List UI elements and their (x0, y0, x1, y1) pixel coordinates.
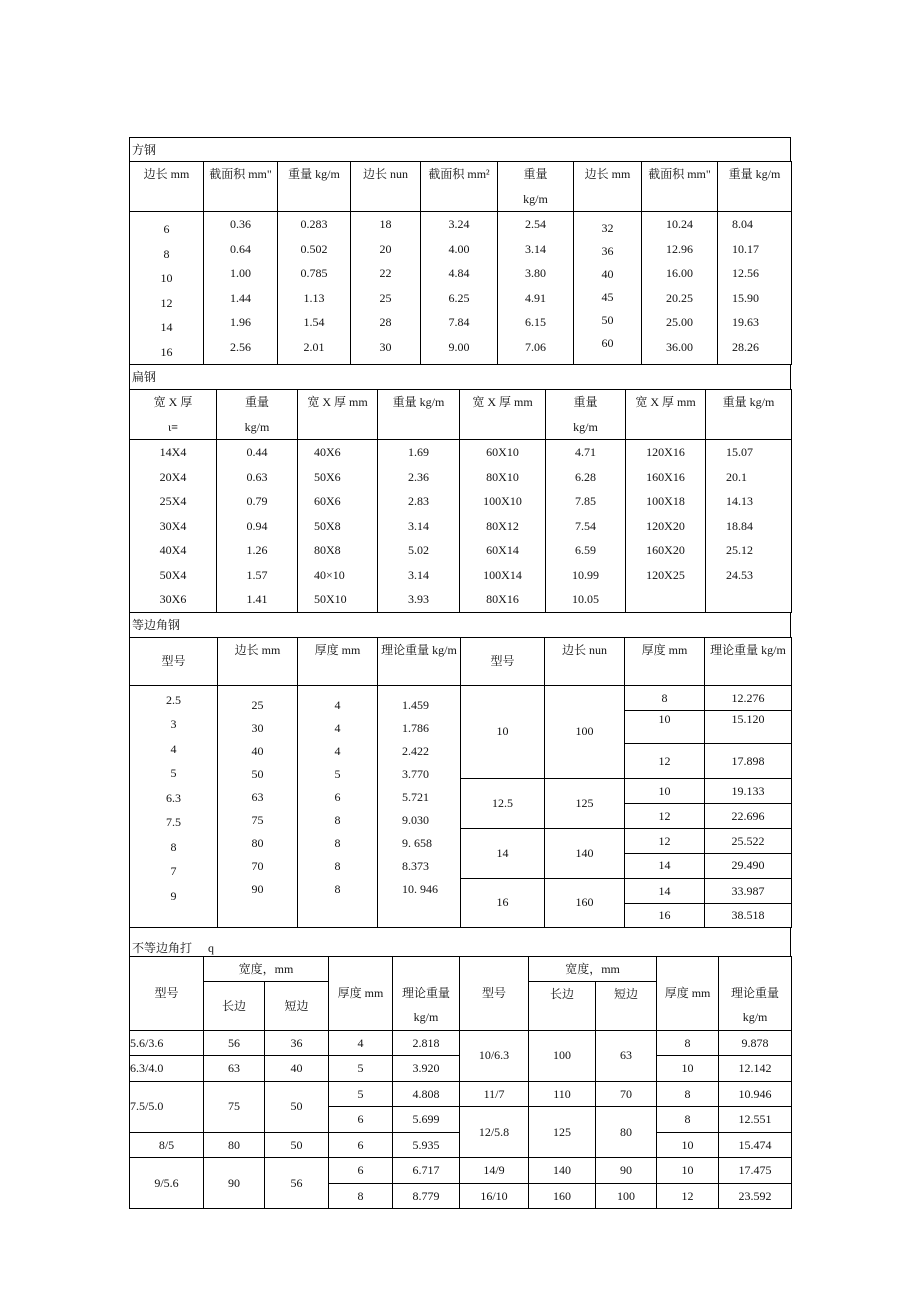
header-model: 型号 (130, 956, 204, 1030)
header-side: 边长 nun (351, 162, 421, 212)
equal-weight: 12.276 (705, 685, 792, 710)
unequal-long: 140 (529, 1158, 596, 1184)
unequal-thickness: 8 (657, 1107, 719, 1133)
unequal-thickness: 8 (329, 1183, 393, 1209)
unequal-short: 56 (265, 1158, 329, 1209)
unequal-short: 36 (265, 1030, 329, 1056)
header-width-thickness: 宽 X 厚 mm (626, 390, 706, 440)
square-col-area: 10.24 12.96 16.00 20.25 25.00 36.00 (642, 212, 718, 365)
square-col-area: 3.24 4.00 4.84 6.25 7.84 9.00 (421, 212, 498, 365)
header-short-side: 短边 (265, 982, 329, 1030)
square-col-side: 18 20 22 25 28 30 (351, 212, 421, 365)
unequal-long: 100 (529, 1030, 596, 1081)
equal-col-side: 25 30 40 50 63 75 80 70 90 (218, 685, 298, 927)
header-width-thickness: 宽 X 厚 mm (298, 390, 378, 440)
flat-col-size: 120X16 160X16 100X18 120X20 160X20 120X25 (626, 440, 706, 613)
unequal-short: 90 (596, 1158, 657, 1184)
flat-col-weight: 0.44 0.63 0.79 0.94 1.26 1.57 1.41 (217, 440, 298, 613)
header-model: 型号 (130, 637, 218, 685)
square-col-area: 0.36 0.64 1.00 1.44 1.96 2.56 (204, 212, 278, 365)
unequal-thickness: 6 (329, 1107, 393, 1133)
unequal-thickness: 5 (329, 1081, 393, 1107)
equal-thickness: 14 (625, 853, 705, 878)
unequal-model: 12/5.8 (460, 1107, 529, 1158)
unequal-model: 7.5/5.0 (130, 1081, 204, 1132)
unequal-long: 90 (204, 1158, 265, 1209)
equal-col-thickness: 4 4 4 5 6 8 8 8 8 (298, 685, 378, 927)
unequal-short: 100 (596, 1183, 657, 1209)
equal-thickness: 12 (625, 828, 705, 853)
equal-weight: 25.522 (705, 828, 792, 853)
header-width-thickness: 宽 X 厚 mm (460, 390, 546, 440)
header-area: 截面积 mm² (421, 162, 498, 212)
equal-model: 16 (461, 878, 545, 927)
square-steel-title: 方钢 (129, 137, 791, 161)
square-steel-table (129, 161, 792, 365)
flat-col-weight: 1.69 2.36 2.83 3.14 5.02 3.14 3.93 (378, 440, 460, 613)
header-weight: 重量 kg/m (378, 390, 460, 440)
equal-thickness: 14 (625, 878, 705, 903)
unequal-weight: 8.779 (393, 1183, 460, 1209)
unequal-weight: 3.920 (393, 1056, 460, 1082)
unequal-weight: 10.946 (719, 1081, 792, 1107)
equal-thickness: 8 (625, 685, 705, 710)
header-width-thickness: 宽 X 厚 ι≡ (130, 390, 217, 440)
equal-side: 140 (545, 828, 625, 878)
unequal-weight: 6.717 (393, 1158, 460, 1184)
unequal-thickness: 8 (657, 1081, 719, 1107)
header-long-side: 长边 (204, 982, 265, 1030)
unequal-model: 16/10 (460, 1183, 529, 1209)
unequal-thickness: 8 (657, 1030, 719, 1056)
header-long-side: 长边 (529, 982, 596, 1030)
header-side: 边长 nun (545, 637, 625, 685)
unequal-weight: 9.878 (719, 1030, 792, 1056)
header-weight: 重量 kg/m (546, 390, 626, 440)
unequal-angle-table (129, 956, 792, 1210)
unequal-short: 50 (265, 1132, 329, 1158)
unequal-weight: 12.142 (719, 1056, 792, 1082)
unequal-angle-title-mark: q (208, 940, 215, 955)
flat-col-weight: 4.71 6.28 7.85 7.54 6.59 10.99 10.05 (546, 440, 626, 613)
header-thickness: 厚度 mm (625, 637, 705, 685)
unequal-model: 6.3/4.0 (130, 1056, 204, 1082)
unequal-short: 40 (265, 1056, 329, 1082)
unequal-long: 125 (529, 1107, 596, 1158)
equal-col-model: 2.5 3 4 5 6.3 7.5 8 7 9 (130, 685, 218, 927)
unequal-short: 70 (596, 1081, 657, 1107)
header-weight: 理论重量 kg/m (719, 956, 792, 1030)
equal-side: 100 (545, 685, 625, 778)
equal-angle-table (129, 637, 792, 928)
unequal-model: 5.6/3.6 (130, 1030, 204, 1056)
unequal-model: 14/9 (460, 1158, 529, 1184)
equal-weight: 17.898 (705, 743, 792, 778)
unequal-model: 11/7 (460, 1081, 529, 1107)
equal-thickness: 12 (625, 743, 705, 778)
header-area: 截面积 mm" (204, 162, 278, 212)
equal-weight: 19.133 (705, 778, 792, 803)
unequal-angle-title (129, 928, 791, 956)
unequal-thickness: 10 (657, 1158, 719, 1184)
unequal-thickness: 5 (329, 1056, 393, 1082)
unequal-long: 80 (204, 1132, 265, 1158)
unequal-short: 80 (596, 1107, 657, 1158)
unequal-model: 8/5 (130, 1132, 204, 1158)
header-side: 边长 mm (574, 162, 642, 212)
equal-side: 125 (545, 778, 625, 828)
equal-thickness: 10 (625, 778, 705, 803)
unequal-thickness: 10 (657, 1056, 719, 1082)
unequal-long: 75 (204, 1081, 265, 1132)
unequal-weight: 5.935 (393, 1132, 460, 1158)
equal-thickness: 12 (625, 803, 705, 828)
equal-weight: 29.490 (705, 853, 792, 878)
header-weight: 重量 kg/m (278, 162, 351, 212)
flat-col-size: 14X4 20X4 25X4 30X4 40X4 50X4 30X6 (130, 440, 217, 613)
equal-model: 12.5 (461, 778, 545, 828)
unequal-weight: 4.808 (393, 1081, 460, 1107)
flat-col-size: 40X6 50X6 60X6 50X8 80X8 40×10 50X10 (298, 440, 378, 613)
equal-model: 14 (461, 828, 545, 878)
equal-side: 160 (545, 878, 625, 927)
equal-model: 10 (461, 685, 545, 778)
header-weight: 理论重量 kg/m (393, 956, 460, 1030)
flat-col-size: 60X10 80X10 100X10 80X12 60X14 100X14 80X16 (460, 440, 546, 613)
equal-weight: 38.518 (705, 903, 792, 927)
unequal-long: 160 (529, 1183, 596, 1209)
unequal-model: 10/6.3 (460, 1030, 529, 1081)
unequal-weight: 23.592 (719, 1183, 792, 1209)
square-col-weight: 8.04 10.17 12.56 15.90 19.63 28.26 (718, 212, 792, 365)
equal-weight: 15.120 (705, 710, 792, 743)
unequal-angle-title-text: 不等边角打 (132, 940, 193, 955)
equal-col-weight: 1.459 1.786 2.422 3.770 5.721 9.030 9. 658 8.373 10. 946 (378, 685, 461, 927)
header-weight: 重量 kg/m (498, 162, 574, 212)
header-weight: 重量 kg/m (217, 390, 298, 440)
equal-thickness: 10 (625, 710, 705, 743)
unequal-weight: 12.551 (719, 1107, 792, 1133)
flat-col-weight: 15.07 20.1 14.13 18.84 25.12 24.53 (706, 440, 792, 613)
header-weight: 重量 kg/m (706, 390, 792, 440)
header-model: 型号 (460, 956, 529, 1030)
unequal-thickness: 6 (329, 1132, 393, 1158)
square-col-side: 32 36 40 45 50 60 (574, 212, 642, 365)
header-short-side: 短边 (596, 982, 657, 1030)
header-thickness: 厚度 mm (298, 637, 378, 685)
header-thickness: 厚度 mm (329, 956, 393, 1030)
unequal-weight: 2.818 (393, 1030, 460, 1056)
steel-tables (129, 137, 791, 1209)
equal-angle-title: 等边角钢 (129, 613, 791, 637)
header-width: 宽度，mm (204, 956, 329, 982)
unequal-long: 56 (204, 1030, 265, 1056)
unequal-long: 110 (529, 1081, 596, 1107)
unequal-weight: 5.699 (393, 1107, 460, 1133)
unequal-short: 50 (265, 1081, 329, 1132)
unequal-thickness: 10 (657, 1132, 719, 1158)
unequal-weight: 17.475 (719, 1158, 792, 1184)
header-side: 边长 mm (218, 637, 298, 685)
header-thickness: 厚度 mm (657, 956, 719, 1030)
square-col-side: 6 8 10 12 14 16 (130, 212, 204, 365)
unequal-thickness: 4 (329, 1030, 393, 1056)
unequal-thickness: 12 (657, 1183, 719, 1209)
equal-thickness: 16 (625, 903, 705, 927)
unequal-weight: 15.474 (719, 1132, 792, 1158)
header-weight: 重量 kg/m (718, 162, 792, 212)
header-area: 截面积 mm" (642, 162, 718, 212)
header-weight: 理论重量 kg/m (378, 637, 461, 685)
equal-weight: 22.696 (705, 803, 792, 828)
square-col-weight: 2.54 3.14 3.80 4.91 6.15 7.06 (498, 212, 574, 365)
header-weight: 理论重量 kg/m (705, 637, 792, 685)
unequal-short: 63 (596, 1030, 657, 1081)
unequal-model: 9/5.6 (130, 1158, 204, 1209)
header-width: 宽度，mm (529, 956, 657, 982)
unequal-long: 63 (204, 1056, 265, 1082)
unequal-thickness: 6 (329, 1158, 393, 1184)
flat-steel-table (129, 389, 792, 613)
flat-steel-title: 扁钢 (129, 365, 791, 389)
equal-weight: 33.987 (705, 878, 792, 903)
header-side: 边长 mm (130, 162, 204, 212)
header-model: 型号 (461, 637, 545, 685)
square-col-weight: 0.283 0.502 0.785 1.13 1.54 2.01 (278, 212, 351, 365)
